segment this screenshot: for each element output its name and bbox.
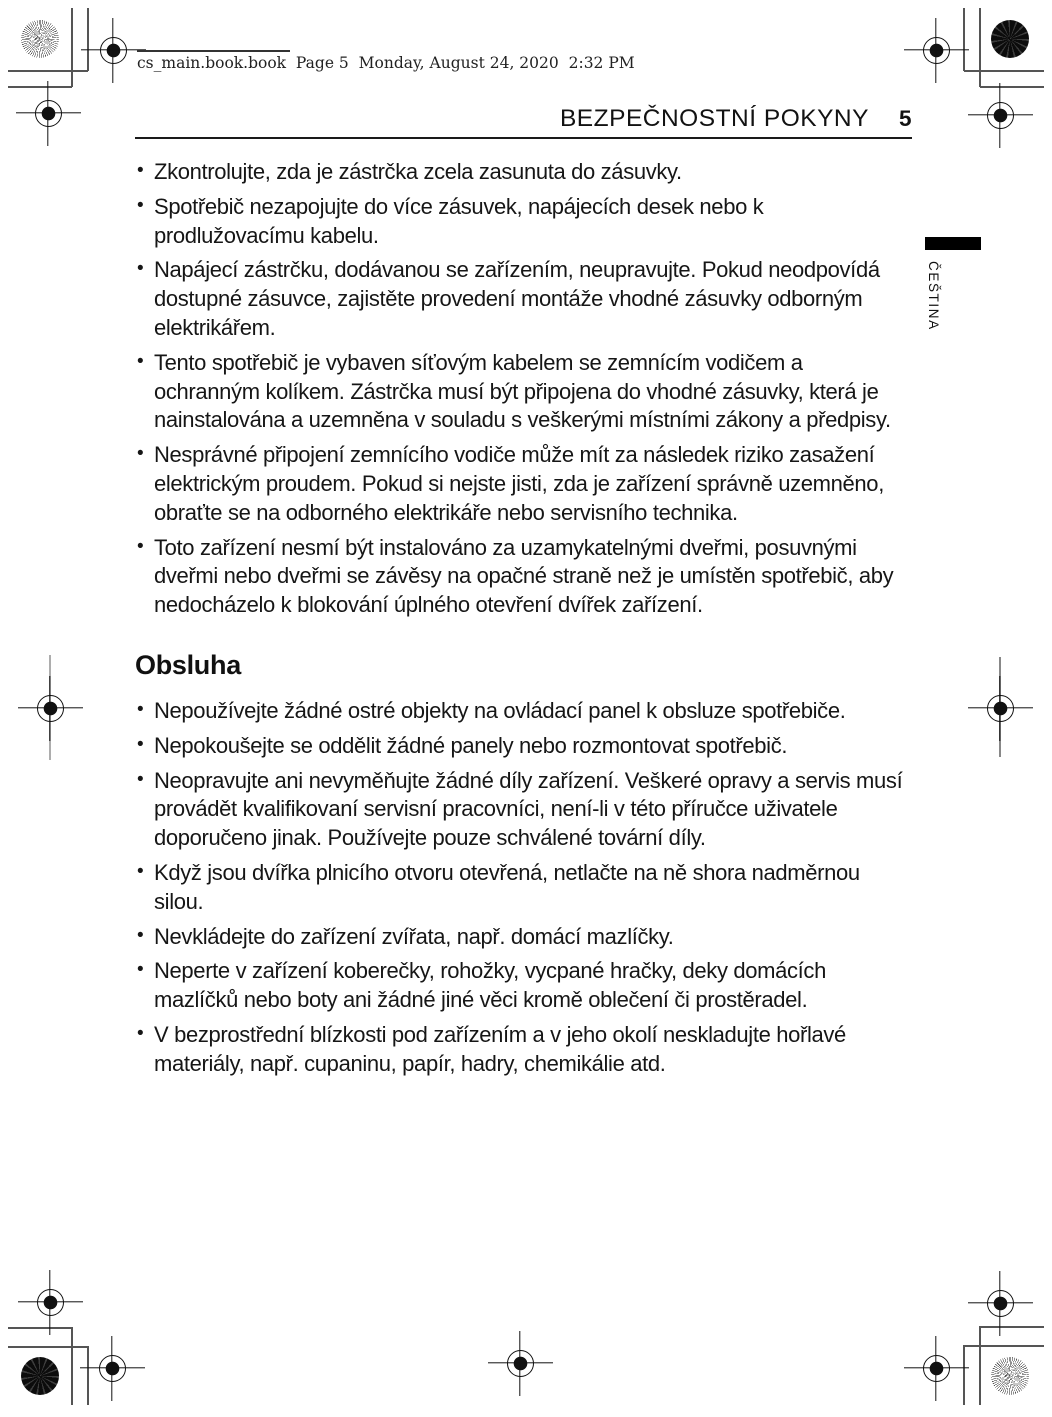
- bullet-icon: •: [137, 350, 144, 372]
- registration-target-icon: [37, 1289, 64, 1316]
- list-item: [137, 697, 914, 726]
- crop-mark: [980, 1326, 1044, 1328]
- crop-mark: [8, 70, 88, 72]
- crop-mark: [87, 8, 89, 71]
- list-item: [137, 767, 914, 853]
- bullet-icon: •: [137, 860, 144, 882]
- bullet-text: Nevkládejte do zařízení zvířata, např. domácí mazlíčky.: [154, 923, 674, 949]
- list-item: [137, 957, 914, 1015]
- list-item: [137, 256, 914, 342]
- bullet-text: Toto zařízení nesmí být instalováno za uzamykatelnými dveřmi, posuvnými dveřmi nebo dveřmi se závěsy na opačné straně než je umístěn spotřebič, aby nedocházelo k blokování úplného otevření dvířek zařízení.: [154, 534, 894, 618]
- section-heading: Obsluha: [135, 649, 241, 680]
- bullet-icon: •: [137, 768, 144, 790]
- registration-target-icon: [507, 1350, 534, 1377]
- operation-bullet-list: [135, 697, 914, 1079]
- banner-rule: [137, 50, 290, 52]
- ink-density-dot-icon: [21, 1357, 59, 1395]
- crop-mark: [963, 8, 965, 71]
- bullet-text: Napájecí zástrčku, dodávanou se zařízením, neupravujte. Pokud neodpovídá dostupné zásuvce, zajistěte provedení montáže vhodné zásuvky odborným elektrikářem.: [154, 257, 880, 340]
- registration-target-icon: [923, 37, 950, 64]
- bullet-text: Když jsou dvířka plnicího otvoru otevřená, netlačte na ně shora nadměrnou silou.: [154, 859, 860, 914]
- crop-mark: [87, 1346, 89, 1405]
- registration-target-icon: [923, 1355, 950, 1382]
- bullet-text: Nepokoušejte se oddělit žádné panely nebo rozmontovat spotřebič.: [154, 732, 788, 758]
- bullet-icon: •: [137, 733, 144, 755]
- safety-bullet-list: [135, 158, 914, 620]
- crop-mark: [980, 86, 1044, 88]
- crop-mark: [963, 1345, 965, 1405]
- registration-target-icon: [987, 102, 1014, 129]
- language-label: ČEŠTINA: [926, 261, 941, 331]
- bullet-icon: •: [137, 698, 144, 720]
- crop-mark: [8, 1327, 72, 1329]
- page-number: 5: [898, 106, 912, 131]
- ink-density-dot-icon: [991, 20, 1029, 58]
- bullet-text: Nepoužívejte žádné ostré objekty na ovládací panel k obsluze spotřebiče.: [154, 697, 846, 723]
- registration-target-icon: [987, 1290, 1014, 1317]
- crop-mark: [979, 1326, 981, 1405]
- bullet-text: Spotřebič nezapojujte do více zásuvek, napájecích desek nebo k prodlužovacímu kabelu.: [154, 193, 764, 248]
- document-banner: cs_main.book.book Page 5 Monday, August 24, 2020 2:32 PM: [137, 54, 635, 72]
- crop-mark: [979, 8, 981, 87]
- list-item: [137, 534, 914, 620]
- bullet-icon: •: [137, 443, 144, 465]
- crop-mark: [71, 8, 73, 87]
- registration-target-icon: [99, 1355, 126, 1382]
- registration-target-icon: [100, 37, 127, 64]
- bullet-text: Neperte v zařízení koberečky, rohožky, vycpané hračky, deky domácích mazlíčků nebo boty ani žádné jiné věci kromě oblečení či prostěradel.: [154, 958, 826, 1013]
- registration-target-icon: [37, 695, 64, 722]
- bullet-text: Nesprávné připojení zemnícího vodiče může mít za následek riziko zasažení elektrickým proudem. Pokud si nejste jisti, zda je zařízení správně uzemněno, obraťte se na odborného elektrikáře nebo servisního technika.: [154, 442, 884, 525]
- bullet-icon: •: [137, 535, 144, 557]
- bullet-icon: •: [137, 160, 144, 181]
- registration-target-icon: [35, 100, 62, 127]
- crop-mark: [964, 70, 1044, 72]
- bullet-icon: •: [137, 924, 144, 946]
- list-item: [137, 158, 914, 187]
- registration-target-icon: [987, 695, 1014, 722]
- language-tab-bar: [925, 237, 981, 250]
- bullet-icon: •: [137, 258, 144, 280]
- page-title: BEZPEČNOSTNÍ POKYNY: [559, 105, 869, 132]
- bullet-text: Zkontrolujte, zda je zástrčka zcela zasunuta do zásuvky.: [154, 159, 682, 184]
- bullet-icon: •: [137, 194, 144, 216]
- page-header: [135, 105, 912, 133]
- list-item: [137, 1021, 914, 1079]
- page-content: [135, 158, 914, 1085]
- bullet-text: Tento spotřebič je vybaven síťovým kabelem se zemnícím vodičem a ochranným kolíkem. Zástrčka musí být připojena do vhodné zásuvky, která je nainstalována a uzemněna v souladu s veškerými místními zákony a předpisy.: [154, 349, 891, 433]
- list-item: [137, 349, 914, 435]
- list-item: [137, 441, 914, 527]
- bullet-text: Neopravujte ani nevyměňujte žádné díly zařízení. Veškeré opravy a servis musí provádět kvalifikovaní servisní pracovníci, není-li v této příručce uživatele doporučeno jinak. Používejte pouze schválené tovární díly.: [154, 767, 903, 851]
- crop-mark: [71, 1327, 73, 1405]
- crop-mark: [8, 1346, 88, 1348]
- bullet-text: V bezprostřední blízkosti pod zařízením a v jeho okolí neskladujte hořlavé materiály, např. cupaninu, papír, hadry, chemikálie atd.: [154, 1021, 846, 1076]
- header-rule: [135, 137, 912, 139]
- color-pinwheel-icon: [21, 20, 59, 58]
- list-item: [137, 732, 914, 761]
- color-pinwheel-icon: [991, 1357, 1029, 1395]
- list-item: [137, 923, 914, 952]
- crop-mark: [964, 1345, 1044, 1347]
- bullet-icon: •: [137, 1022, 144, 1044]
- list-item: [137, 193, 914, 251]
- crop-mark: [8, 86, 72, 88]
- list-item: [137, 859, 914, 917]
- bullet-icon: •: [137, 959, 144, 981]
